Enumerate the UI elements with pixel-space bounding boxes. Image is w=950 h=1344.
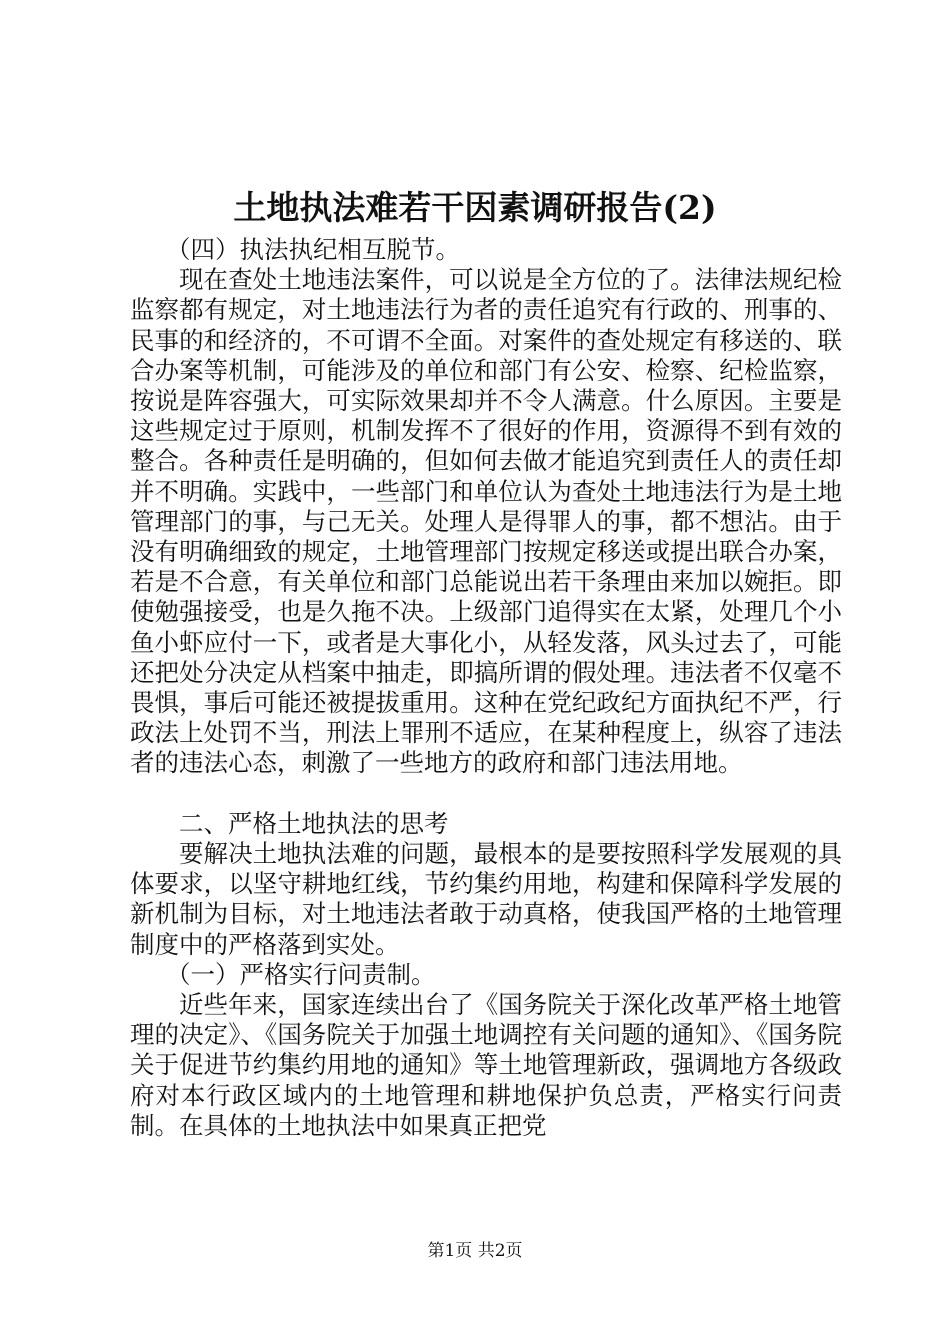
document-body [130, 235, 842, 1141]
section-heading-4: （四）执法执纪相互脱节。 [166, 235, 460, 264]
section-paragraph-1: 近些年来，国家连续出台了《国务院关于深化改革严格土地管理的决定》、《国务院关于加强土地调控有关问题的通知》、《国务院关于促进节约集约用地的通知》等土地管理新政，强调地方各级政府对本行政区域内的土地管理和耕地保护负总责，严格实行问责制。在具体的土地执法中如果真正把党 [130, 990, 842, 1140]
section-heading-1: （一）严格实行问责制。 [166, 959, 436, 989]
document-title: 土地执法难若干因素调研报告(2) [233, 188, 717, 227]
part-heading-2: 二、严格土地执法的思考 [179, 808, 449, 838]
paragraph-spacer [130, 779, 842, 809]
page-footer: 第1页 共2页 [427, 1241, 523, 1261]
part-paragraph-2: 要解决土地执法难的问题，最根本的是要按照科学发展观的具体要求，以坚守耕地红线，节约集约用地，构建和保障科学发展的新机制为目标，对土地违法者敢于动真格，使我国严格的土地管理制度中的严格落到实处。 [130, 839, 842, 959]
section-paragraph-4: 现在查处土地违法案件，可以说是全方位的了。法律法规纪检监察都有规定，对土地违法行为者的责任追究有行政的、刑事的、民事的和经济的，不可谓不全面。对案件的查处规定有移送的、联合办案等机制，可能涉及的单位和部门有公安、检察、纪检监察，按说是阵容强大，可实际效果却并不令人满意。什么原因。主要是这些规定过于原则，机制发挥不了很好的作用，资源得不到有效的整合。各种责任是明确的，但如何去做才能追究到责任人的责任却并不明确。实践中，一些部门和单位认为查处土地违法行为是土地管理部门的事，与己无关。处理人是得罪人的事，都不想沾。由于没有明确细致的规定，土地管理部门按规定移送或提出联合办案，若是不合意，有关单位和部门总能说出若干条理由来加以婉拒。即使勉强接受，也是久拖不决。上级部门追得实在太紧，处理几个小鱼小虾应付一下，或者是大事化小，从轻发落，风头过去了，可能还把处分决定从档案中抽走，即搞所谓的假处理。违法者不仅毫不畏惧，事后可能还被提拔重用。这种在党纪政纪方面执纪不严，行政法上处罚不当，刑法上罪刑不适应，在某种程度上，纵容了违法者的违法心态，刺激了一些地方的政府和部门违法用地。 [130, 265, 842, 778]
